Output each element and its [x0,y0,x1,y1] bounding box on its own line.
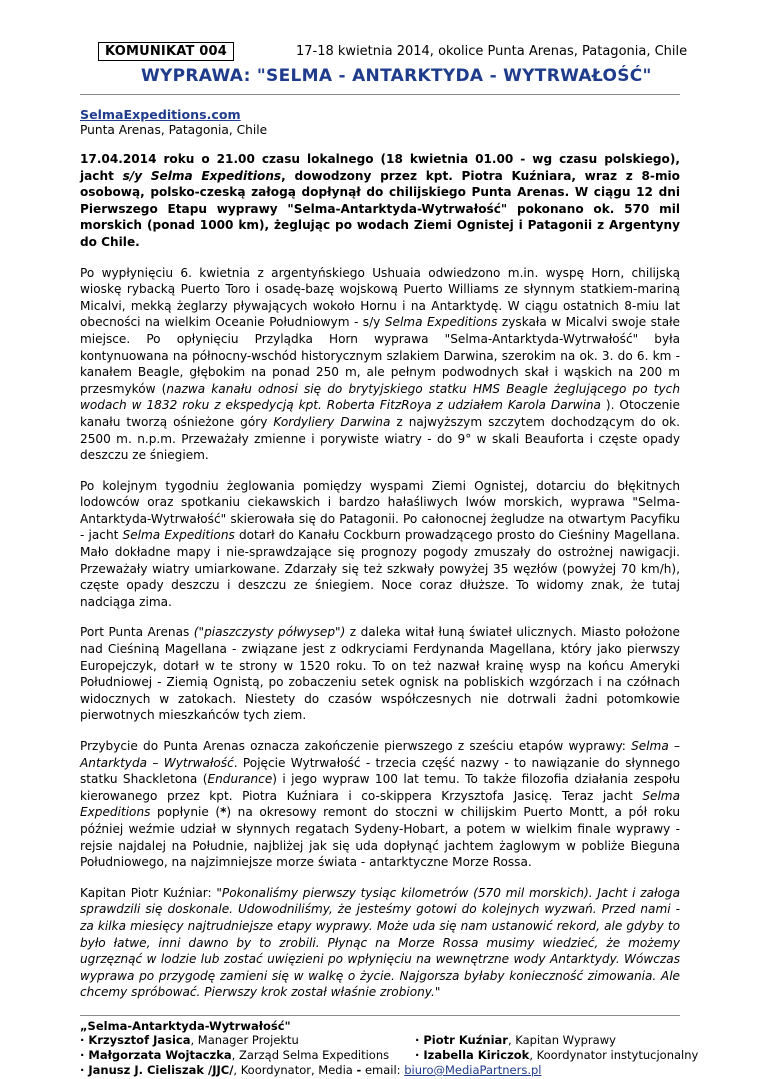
p4-text-a: Przybycie do Punta Arenas oznacza zakończenie pierwszego z sześciu etapów wyprawy: [80,739,632,753]
dateline: 17-18 kwietnia 2014, okolice Punta Arenas, Patagonia, Chile [296,44,688,59]
member-role: , Manager Projektu [190,1032,299,1047]
team-title: „Selma-Antarktyda-Wytrwałość" [80,1018,291,1033]
p3-name-meaning: ("piaszczysty półwysep") [193,625,346,640]
member-name: Izabella Kiriczok [423,1047,530,1062]
bullet-icon: · [80,1047,85,1062]
member-name: Piotr Kuźniar [423,1032,508,1047]
p1-yacht-name: Selma Expeditions [384,315,498,330]
header-row [80,40,688,62]
member-name: Janusz J. Cieliszak /JJC/ [88,1062,234,1077]
member-name: Małgorzata Wojtaczka [88,1047,232,1062]
p1-kordyliery: Kordyliery Darwina [273,414,391,429]
p4-text-g: popłynie ( [150,805,221,820]
p4-yacht-name: Selma Expeditions [80,788,680,820]
p4-text-e: ) i jego wypraw 100 lat temu. To także filozofia działania zespołu kierowanego przez kpt. Piotra Kuźniara i co-skippera Krzysztofa Jasicę. Teraz jacht [80,772,681,803]
lead-paragraph [80,151,680,251]
member-dash: - [356,1062,362,1077]
lead-text-2: , dowodzony przez kpt. Piotra Kuźniara, wraz z 8-mio osobową, polsko-czeską załogą dopłynął do chilijskiego Punta Arenas. W ciągu 12 dni Pierwszego Etapu wyprawy "Selma-Antarktyda-Wytrwałość" pokonano ok. 570 mil morskich (ponad 1000 km), żeglując po wodach Ziemi Ognistej i Patagonii z Argentyny do Chile. [80,168,680,249]
p4-asterisk: * [220,805,227,820]
p4-expedition-name: Selma – Antarktyda – Wytrwałość [80,739,680,770]
p1-text-a: Po wypłynięciu 6. kwietnia z argentyńskiego Ushuaia odwiedzono m.in. wyspę Horn, chilijską wioskę rybacką Puerto Toro i osadę-bazę wojskową Puerto Williams ze słynnym statkiem-mariną Micalvi, mekką żeglarzy pływających wokoło Hornu i na Antarktydę. W ciągu ostatnich 8-miu lat obecności na wielkim Oceanie Południowym - s/y [80,265,680,330]
member-role: , Kapitan Wyprawy [507,1032,616,1047]
footer-divider [80,1015,680,1016]
p1-text-c: zyskała w Micalvi swoje stałe miejsce. Po opłynięciu Przylądka Horn wyprawa "Selma-Antarktyda-Wytrwałość" była kontynuowana na północny-wschód historycznym szlakiem Darwina, szerokim na ok. 3. do 6. km - kanałem Beagle, głębokim na ponad 250 m, ale pełnym podwodnych skał i wąskich na 200 m przesmyków ( [80,315,680,396]
paragraph-stages [80,738,680,871]
p5-quote: Pokonaliśmy pierwszy tysiąc kilometrów (570 mil morskich). Jacht i załoga sprawdzili się doskonale. Udowodniliśmy, że jesteśmy gotowi do kolejnych wyzwań. Przed nami - za kilka miesięcy najtrudniejsze etapy wyprawy. Może uda się nam ustanowić rekord, ale gdyby to było łatwe, inni dawno by to zrobili. Płynąc na Morze Rossa musimy wiedzieć, że możemy ugrzęznąć w lodzie lub zostać uwięzieni po wpłynięciu na wewnętrzne wody Antarktydy. Wówczas wyprawa po przygodę zamieni się w walkę o życie. Najgorsza byłaby konieczność zimowania. Ale chcemy spróbować. Pierwszy krok został właśnie zrobiony. [80,885,680,1000]
org-website-link[interactable]: SelmaExpeditions.com [80,107,241,122]
bullet-icon: · [415,1047,420,1062]
header-divider [80,94,680,95]
email-label: email: [361,1062,405,1077]
main-title: WYPRAWA: "SELMA - ANTARKTYDA - WYTRWAŁOŚĆ" [141,66,652,86]
bullet-icon: · [80,1062,85,1077]
p3-text-c: z daleka witał łuną świateł ulicznych. Miasto położone nad Cieśniną Magellana - związane jest z odkryciami Ferdynanda Magellana, który jako pierwszy Europejczyk, dotarł w te strony w 1520 roku. To on też nazwał krainę wysp na końcu Ameryki Południowej - Ziemią Ognistą, po zobaczeniu setek ognisk na pobliskich wzgórzach i na czółnach widocznych w zatokach. Niestety do czasów współczesnych nie dotrwali żadni potomkowie pierwotnych mieszkańców tych ziem. [80,625,680,723]
p2-text-a: Po kolejnym tygodniu żeglowania pomiędzy wyspami Ziemi Ognistej, dotarciu do błękitnych lodowców oraz spotkaniu ciekawskich i bardzo hałaśliwych lwów morskich, wyprawa "Selma-Antarktyda-Wytrwałość" skierowała się do Patagonii. Po całonocnej żegludze na otwartym Pacyfiku - jacht [80,478,680,543]
member-role: , Zarząd Selma Expeditions [231,1047,390,1062]
member-role: , Koordynator instytucjonalny [529,1047,699,1062]
email-link[interactable]: biuro@MediaPartners.pl [404,1062,542,1077]
paragraph-punta-arenas [80,624,680,724]
p5-quote-close: " [434,985,441,1000]
bullet-icon: · [80,1032,85,1047]
document-page [80,40,699,1079]
komunikat-label: KOMUNIKAT 004 [98,42,234,61]
member-name: Krzysztof Jasica [88,1032,191,1047]
paragraph-horn [80,265,680,464]
team-list [80,1032,699,1079]
bullet-icon: · [415,1032,420,1047]
lead-yacht-name: s/y Selma Expeditions [122,168,282,183]
lead-text-1: 17.04.2014 roku o 21.00 czasu lokalnego (18 kwietnia 01.00 - wg czasu polskiego), jacht [80,152,680,183]
team-member [415,1048,698,1063]
p1-text-g: z najwyższym szczytem dochodzącym do ok. 2500 m. n.p.m. Przeważały zmienne i porywiste wiatry - do 9° w skali Beauforta i częste opady deszczu ze śniegiem. [80,414,680,463]
p1-beagle-note: nazwa kanału odnosi się do brytyjskiego statku HMS Beagle żeglującego po tych wodach w 1832 roku z ekspedycją kpt. Roberta FitzRoya z udziałem Karola Darwina [80,381,680,413]
p2-yacht-name: Selma Expeditions [122,528,235,543]
paragraph-patagonia [80,478,680,611]
org-location: Punta Arenas, Patagonia, Chile [80,123,268,137]
p3-text-a: Port Punta Arenas [80,625,194,640]
p4-text-c: . Pojęcie Wytrwałość - trzecia część nazwy - to nawiązanie do słynnego statku Shackletona ( [80,755,681,787]
team-member [80,1048,389,1063]
p2-text-c: dotarł do Kanału Cockburn prowadzącego prosto do Cieśniny Magellana. Mało dokładne mapy i nie-sprawdzające się prognozy pogody zmuszały do ostrożnej nawigacji. Przeważały wiatry umiarkowane. Zdarzały się też szkwały powyżej 35 węzłów (powyżej 70 km/h), częste opady deszczu i deszczu ze śniegiem. Noce coraz dłuższe. To widomy znak, że tutaj nadciąga zima. [80,528,680,609]
team-member [415,1033,616,1048]
p4-endurance: Endurance [207,772,273,787]
p5-text-a: Kapitan Piotr Kuźniar: " [80,885,222,900]
p1-text-e: ). Otoczenie kanału tworzą ośnieżone góry [80,398,680,429]
team-member [80,1033,299,1048]
member-role: , Koordynator, Media [233,1062,357,1077]
paragraph-captain-quote [80,885,680,1001]
team-member [80,1063,541,1078]
p4-text-i: ) na okresowy remont do stoczni w chilijskim Puerto Montt, a pół roku później weźmie udział w słynnych regatach Sydeny-Hobart, a potem w wielkim finale wyprawy - rejsie najdalej na Południe, najbliżej jak się uda dopłynąć jachtem żaglowym w pobliże Bieguna Południowego, na najzimniejsze morze świata - antarktyczne Morze Rossa. [80,805,681,870]
